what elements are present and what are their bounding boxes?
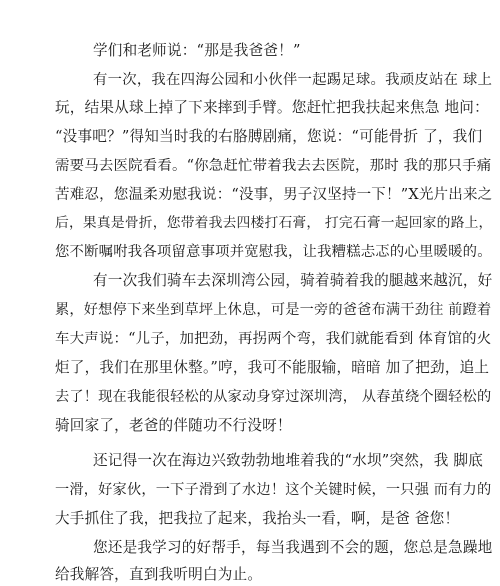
- text-line-9: 有一次我们骑车去深圳湾公园，骑着骑着我的腿越来越沉，好: [93, 272, 493, 289]
- text-line-10: 累，好想停下来坐到草坪上休息，可是一旁的爸爸布满干劲往 前蹬着: [55, 302, 492, 318]
- text-line-16: 一滑，好家伙，一下子滑到了水边！这个关键时候，一只强 而有力的: [55, 482, 492, 498]
- text-line-19: 给我解答，直到我听明白为止。: [55, 566, 263, 583]
- text-line-3: 玩，结果从球上掉了下来摔到手臂。您赶忙把我扶起来焦急 地问：: [55, 99, 489, 116]
- text-line-11: 车大声说：“儿子，加把劲，再拐两个弯，我们就能看到 体育馆的火: [55, 331, 492, 347]
- text-line-7: 后，果真是骨折，您带着我去四楼打石膏， 打完石膏一起回家的路上，: [55, 215, 493, 231]
- text-line-6: 苦难忍，您温柔劝慰我说：“没事，男子汉坚持一下！”X光片出来之: [55, 187, 493, 203]
- text-line-17: 大手抓住了我，把我拉了起来，我抬头一看，啊，是爸 爸您！: [55, 510, 460, 527]
- text-line-18: 您还是我学习的好帮手，每当我遇到不会的题，您总是急躁地: [93, 539, 493, 556]
- text-line-14: 骑回家了，老爸的伴随功不行没呀！: [55, 417, 292, 434]
- text-line-4: “没事吧？”得知当时我的右胳膊剧痛，您说：“可能骨折 了，我们: [55, 128, 483, 145]
- text-line-8: 您不断嘱咐我各项留意事项并宽慰我，让我糟糕忐忑的心里暖暖的。: [55, 244, 492, 260]
- text-line-15: 还记得一次在海边兴致勃勃地堆着我的“水坝”突然，我 脚底: [93, 452, 484, 469]
- text-line-13: 去了！现在我能很轻松的从家动身穿过深圳湾， 从春茧绕个圈轻松的: [55, 389, 492, 405]
- text-line-12: 炬了，我们在那里休整。”哼，我可不能服输，暗暗 加了把劲，追上: [55, 359, 490, 376]
- text-line-2: 有一次，我在四海公园和小伙伴一起踢足球。我顽皮站在 球上: [93, 72, 493, 88]
- text-line-5: 需要马去医院看看。“你急赶忙带着我去去医院，那时 我的那只手痛: [55, 158, 492, 174]
- text-line-1: 学们和老师说：“那是我爸爸！”: [93, 42, 301, 59]
